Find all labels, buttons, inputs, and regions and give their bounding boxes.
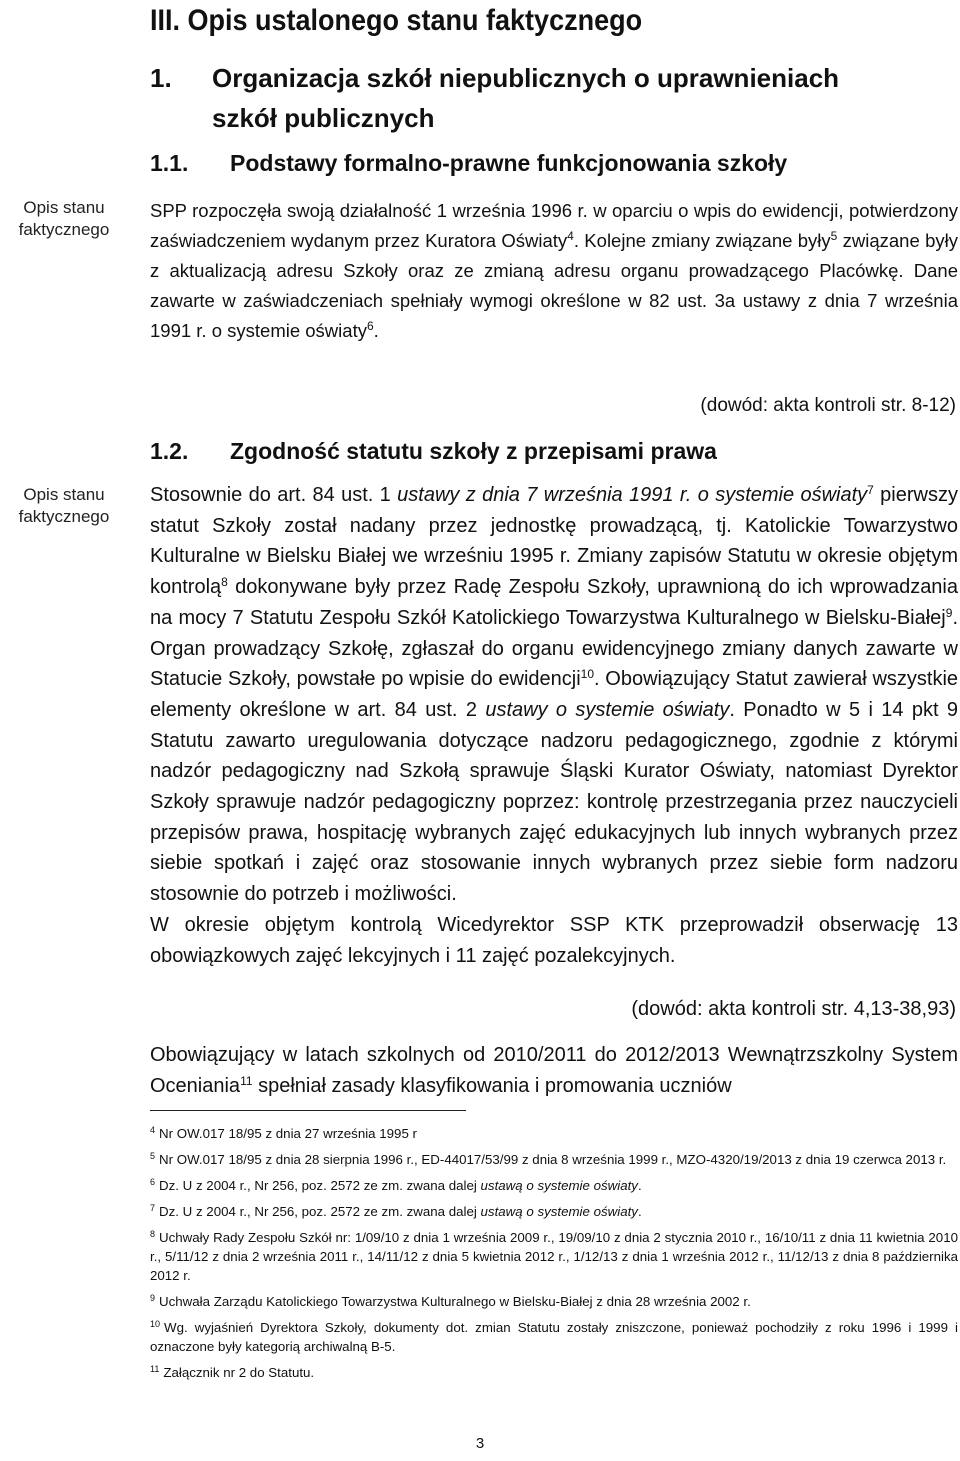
footnote-separator	[150, 1110, 466, 1111]
section-number: 1.	[150, 63, 172, 93]
page-number: 3	[475, 1435, 485, 1452]
footnote-ref[interactable]: 10	[580, 667, 595, 682]
footnote-number: 11	[150, 1364, 160, 1374]
margin-label-line: Opis stanu	[23, 485, 105, 504]
text-run: Stosownie do art. 84 ust. 1	[150, 484, 398, 506]
footnote-text: Nr OW.017 18/95 z dnia 27 września 1995 r	[159, 1126, 417, 1141]
footnote-number: 5	[150, 1151, 156, 1161]
footnote-text: Uchwały Rady Zespołu Szkół nr: 1/09/10 z dnia 1 września 2009 r., 19/09/10 z dnia 2 stycznia 2010 r., 16/10/11 z dnia 11 kwietnia 2010 r., 5/11/12 z dnia 2 września 2011 r., 14/11/12 z dnia 5 kwietnia 2012 r., 1/12/13 z dnia 1 września 2012 r., 11/12/13 z dnia 8 października 2012 r.	[150, 1230, 958, 1283]
text-run: Obowiązujący w latach szkolnych od 2010/2011 do 2012/2013 Wewnątrzszkolny System Oceniania	[150, 1044, 958, 1097]
footnote	[150, 1228, 958, 1285]
footnote	[150, 1363, 958, 1382]
section-title-line2: szkół publicznych	[212, 103, 435, 133]
text-run: . Obowiązujący Statut zawierał wszystkie elementy określone w art. 84 ust. 2	[150, 668, 959, 721]
footnote-text: Nr OW.017 18/95 z dnia 28 sierpnia 1996 r., ED-44017/53/99 z dnia 8 września 1999 r., MZO-4320/19/2013 z dnia 19 czerwca 2013 r.	[159, 1152, 947, 1167]
footnote-number: 7	[150, 1203, 156, 1213]
footnote	[150, 1124, 958, 1143]
footnote-text: Wg. wyjaśnień Dyrektora Szkoły, dokumenty dot. zmian Statutu zostały zniszczone, ponieważ pochodziły z roku 1996 i 1999 i oznaczone były kategorią archiwalną B-5.	[150, 1320, 958, 1354]
margin-label-line: Opis stanu	[23, 198, 105, 217]
section-title-line1: Organizacja szkół niepublicznych o uprawnieniach	[212, 63, 840, 93]
evidence-reference-2: (dowód: akta kontroli str. 4,13-38,93)	[631, 998, 956, 1020]
footnote-ref[interactable]: 9	[945, 605, 953, 620]
text-run: związane były z aktualizacją adresu Szkoły oraz ze zmianą adresu organu prowadzącego Placówkę. Dane zawarte w zaświadczeniach spełniały wymogi określone w 82 ust. 3a ustawy z dnia 7 września 1991 r. o systemie oświaty	[150, 230, 958, 341]
text-run: W okresie objętym kontrolą Wicedyrektor SSP KTK przeprowadził obserwację 13 obowiązkowych zajęć lekcyjnych i 11 zajęć pozalekcyjnych.	[150, 913, 958, 967]
footnote	[150, 1292, 958, 1311]
margin-label-line: faktycznego	[18, 507, 110, 526]
paragraph-formal-basis	[150, 196, 958, 346]
footnote-text: Załącznik nr 2 do Statutu.	[163, 1365, 315, 1380]
text-run: . Kolejne zmiany związane były	[573, 230, 831, 251]
text-run: spełniał zasady klasyfikowania i promowania uczniów	[252, 1075, 732, 1097]
footnotes-list	[150, 1124, 958, 1389]
footnote-ref[interactable]: 5	[830, 229, 838, 243]
subsection-heading-1	[150, 150, 787, 177]
footnote-tail: .	[637, 1204, 642, 1219]
text-run: .	[373, 320, 379, 341]
subsection-number: 1.2.	[150, 438, 189, 464]
footnote-italic: ustawą o systemie oświaty	[480, 1204, 638, 1219]
section-heading	[150, 58, 958, 138]
text-run: . Organ prowadzący Szkołę, zgłaszał do organu ewidencyjnego zmiany danych zawarte w Statucie Szkoły, powstałe po wpisie do ewidencji	[150, 606, 958, 691]
text-run: SPP rozpoczęła swoją działalność 1 września 1996 r. w oparciu o wpis do ewidencji, potwierdzony zaświadczeniem wydanym przez Kuratora Oświaty	[150, 200, 958, 251]
footnote-italic: ustawą o systemie oświaty	[480, 1178, 638, 1193]
subsection-heading-2	[150, 438, 717, 465]
evidence-reference-1: (dowód: akta kontroli str. 8-12)	[700, 395, 956, 416]
footnote-text: Dz. U z 2004 r., Nr 256, poz. 2572 ze zm. zwana dalej	[159, 1178, 481, 1193]
footnote-ref[interactable]: 8	[221, 575, 228, 590]
footnote-ref[interactable]: 6	[366, 319, 374, 333]
margin-label-line: faktycznego	[18, 220, 110, 239]
footnote	[150, 1176, 958, 1195]
footnote-number: 4	[150, 1125, 156, 1135]
footnote-ref[interactable]: 11	[240, 1074, 253, 1088]
footnote	[150, 1202, 958, 1221]
margin-label-2	[8, 484, 120, 528]
subsection-title: Zgodność statutu szkoły z przepisami prawa	[230, 438, 717, 464]
footnote	[150, 1318, 958, 1356]
italic-text-run: ustawy o systemie oświaty	[485, 698, 730, 721]
text-run: . Ponadto w 5 i 14 pkt 9 Statutu zawarto uregulowania dotyczące nadzoru pedagogicznego, zgodnie z którymi nadzór pedagogiczny nad Szkołą sprawuje Śląski Kurator Oświaty, natomiast Dyrektor Szkoły sprawuje nadzór pedagogiczny poprzez: kontrolę przestrzegania przez nauczycieli przepisów prawa, hospitację wybranych zajęć edukacyjnych lub innych wybranych przez siebie spotkań i zajęć oraz stosowanie innych wybranych przez siebie form nadzoru stosownie do potrzeb i możliwości.	[150, 698, 959, 906]
subsection-number: 1.1.	[150, 150, 189, 176]
paragraph-statute	[150, 480, 958, 971]
margin-label-1	[8, 197, 120, 241]
footnote-ref[interactable]: 7	[867, 483, 874, 497]
footnote-tail: .	[637, 1178, 642, 1193]
footnote-ref[interactable]: 4	[567, 229, 574, 243]
footnote-number: 8	[150, 1229, 156, 1239]
text-run: dokonywane były przez Radę Zespołu Szkoły, uprawnioną do ich wprowadzania na mocy 7 Statutu Zespołu Szkół Katolickiego Towarzystwa Kulturalnego w Bielsku-Białej	[150, 576, 958, 629]
footnote-number: 9	[150, 1293, 156, 1303]
footnote-text: Uchwała Zarządu Katolickiego Towarzystwa Kulturalnego w Bielsku-Białej z dnia 28 września 2002 r.	[159, 1294, 751, 1309]
footnote-text: Dz. U z 2004 r., Nr 256, poz. 2572 ze zm. zwana dalej	[159, 1204, 481, 1219]
paragraph-assessment-system	[150, 1040, 958, 1102]
footnote	[150, 1150, 958, 1169]
italic-text-run: ustawy z dnia 7 września 1991 r. o systemie oświaty	[397, 484, 868, 506]
footnote-number: 10	[150, 1319, 161, 1329]
chapter-title: III. Opis ustalonego stanu faktycznego	[150, 4, 643, 37]
footnote-number: 6	[150, 1177, 156, 1187]
text-run: pierwszy statut Szkoły został nadany przez jednostkę prowadzącą, tj. Katolickie Towarzystwo Kulturalne w Bielsku Białej we wrześniu 1995 r. Zmiany zapisów Statutu w okresie objętym kontrolą	[150, 484, 958, 599]
subsection-title: Podstawy formalno-prawne funkcjonowania szkoły	[230, 150, 788, 176]
